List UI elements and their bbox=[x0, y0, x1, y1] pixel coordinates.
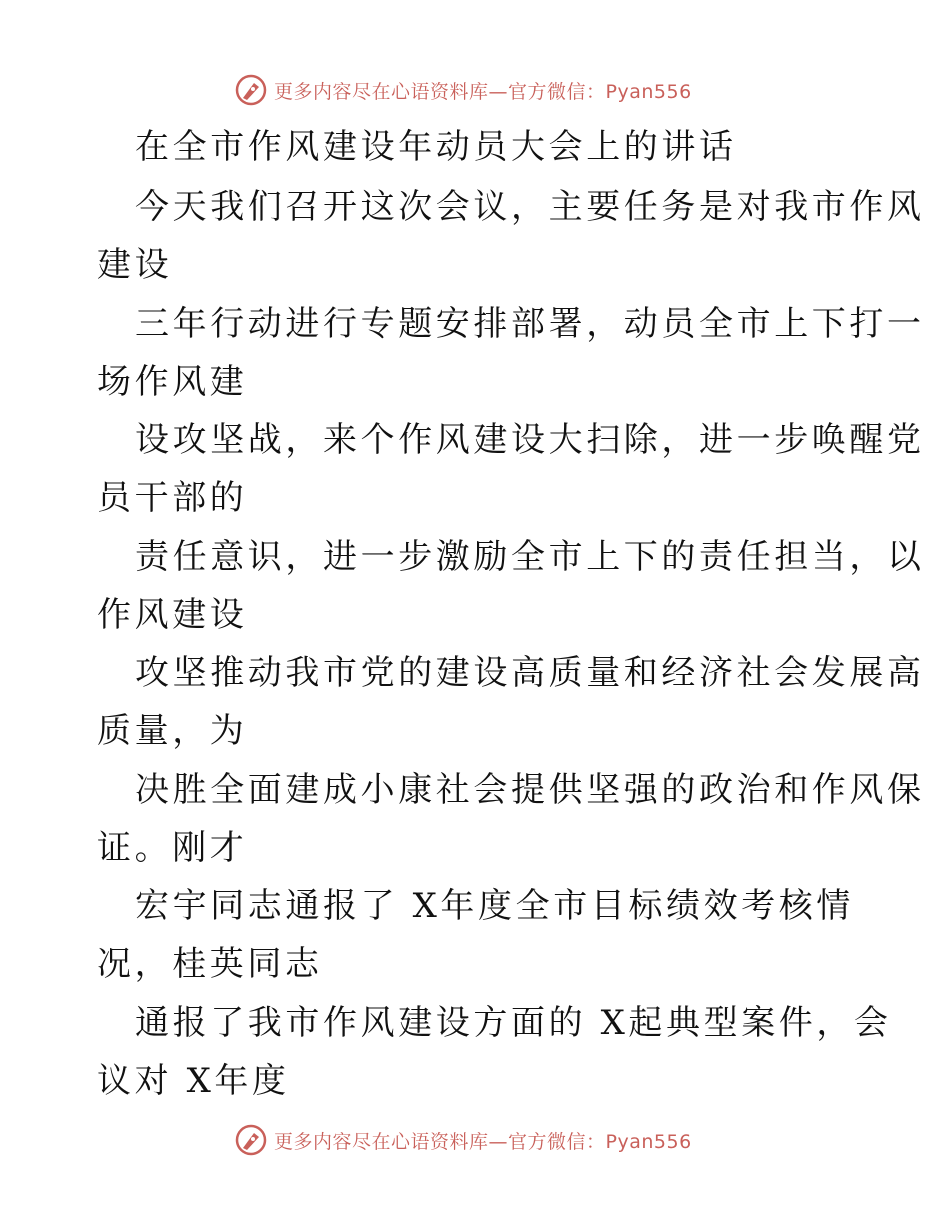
paragraph-line: 员干部的 bbox=[97, 478, 248, 518]
paragraph-line: 通报了我市作风建设方面的 X起典型案件，会 bbox=[135, 1003, 892, 1043]
paragraph-line: 三年行动进行专题安排部署，动员全市上下打一 bbox=[135, 304, 925, 344]
pen-nib-circle-icon bbox=[234, 73, 268, 107]
paragraph-line: 责任意识，进一步激励全市上下的责任担当，以 bbox=[135, 537, 925, 577]
paragraph-line: 今天我们召开这次会议，主要任务是对我市作风 bbox=[135, 187, 925, 227]
paragraph-line: 设攻坚战，来个作风建设大扫除，进一步唤醒党 bbox=[135, 420, 925, 460]
paragraph-line: 况，桂英同志 bbox=[97, 944, 323, 984]
pen-nib-circle-icon bbox=[234, 1123, 268, 1157]
document-title: 在全市作风建设年动员大会上的讲话 bbox=[135, 127, 737, 167]
watermark-text: 更多内容尽在心语资料库—官方微信：Pyan556 bbox=[274, 1130, 692, 1153]
paragraph-line: 决胜全面建成小康社会提供坚强的政治和作风保 bbox=[135, 770, 925, 810]
paragraph-line: 场作风建 bbox=[97, 362, 248, 402]
watermark-footer bbox=[234, 1122, 692, 1158]
watermark-text: 更多内容尽在心语资料库—官方微信：Pyan556 bbox=[274, 80, 692, 103]
paragraph-line: 建设 bbox=[97, 245, 173, 285]
paragraph-line: 宏宇同志通报了 X年度全市目标绩效考核情 bbox=[135, 886, 855, 926]
paragraph-line: 质量，为 bbox=[97, 711, 248, 751]
watermark-header bbox=[234, 72, 692, 108]
paragraph-line: 作风建设 bbox=[97, 595, 248, 635]
paragraph-line: 议对 X年度 bbox=[97, 1061, 290, 1101]
paragraph-line: 攻坚推动我市党的建设高质量和经济社会发展高 bbox=[135, 653, 925, 693]
paragraph-line: 证。刚才 bbox=[97, 828, 248, 868]
